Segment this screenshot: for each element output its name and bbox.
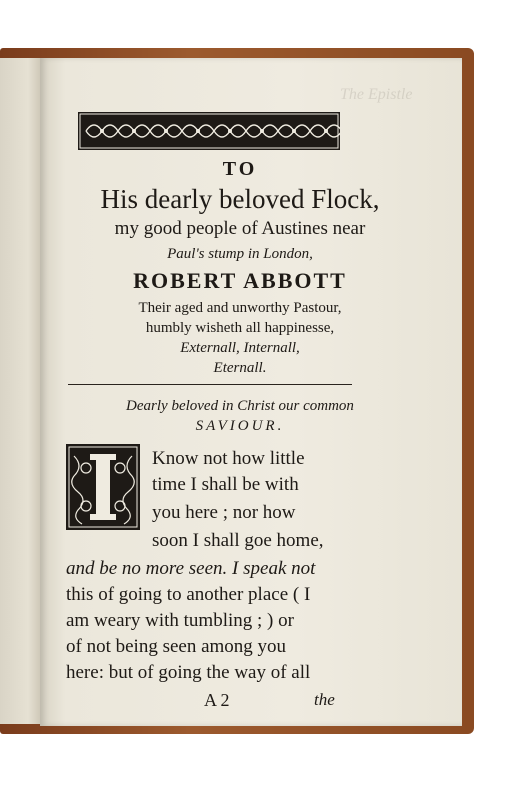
pastour-line: Their aged and unworthy Pastour,	[138, 300, 342, 316]
wish-line: humbly wisheth all happinesse,	[145, 320, 335, 336]
body-line: and be no more seen. I speak not	[66, 558, 316, 579]
left-page-edge	[0, 58, 41, 724]
book-page	[40, 58, 462, 726]
dedicatee-line: His dearly beloved Flock,	[100, 184, 380, 214]
catchword: the	[314, 690, 335, 709]
heading-to: TO	[222, 158, 258, 180]
place-line: Paul's stump in London,	[167, 246, 313, 262]
external-internal-line: Externall, Internall,	[180, 340, 300, 356]
body-line: here: but of going the way of all	[66, 662, 311, 683]
signature-mark: A 2	[204, 690, 230, 710]
eternal-line: Eternall.	[213, 360, 267, 376]
body-line: of not being seen among you	[66, 636, 287, 657]
bleed-through-header: The Epistle	[340, 86, 413, 103]
salutation-line-1: Dearly beloved in Christ our common	[126, 398, 354, 414]
book	[0, 48, 474, 734]
people-line: my good people of Austines near	[114, 218, 366, 239]
author-name: ROBERT ABBOTT	[133, 268, 347, 293]
body-line: Know not how little	[152, 448, 305, 469]
body-line: soon I shall goe home,	[152, 530, 324, 551]
body-line: am weary with tumbling ; ) or	[66, 610, 294, 631]
decorated-initial-i	[66, 444, 140, 530]
body-line: this of going to another place ( I	[66, 584, 311, 605]
body-line: time I shall be with	[152, 474, 299, 495]
body-line: you here ; nor how	[152, 502, 296, 523]
divider-rule	[68, 384, 352, 385]
headpiece-ornament	[78, 112, 340, 150]
salutation-line-2: SAVIOUR.	[195, 418, 285, 434]
